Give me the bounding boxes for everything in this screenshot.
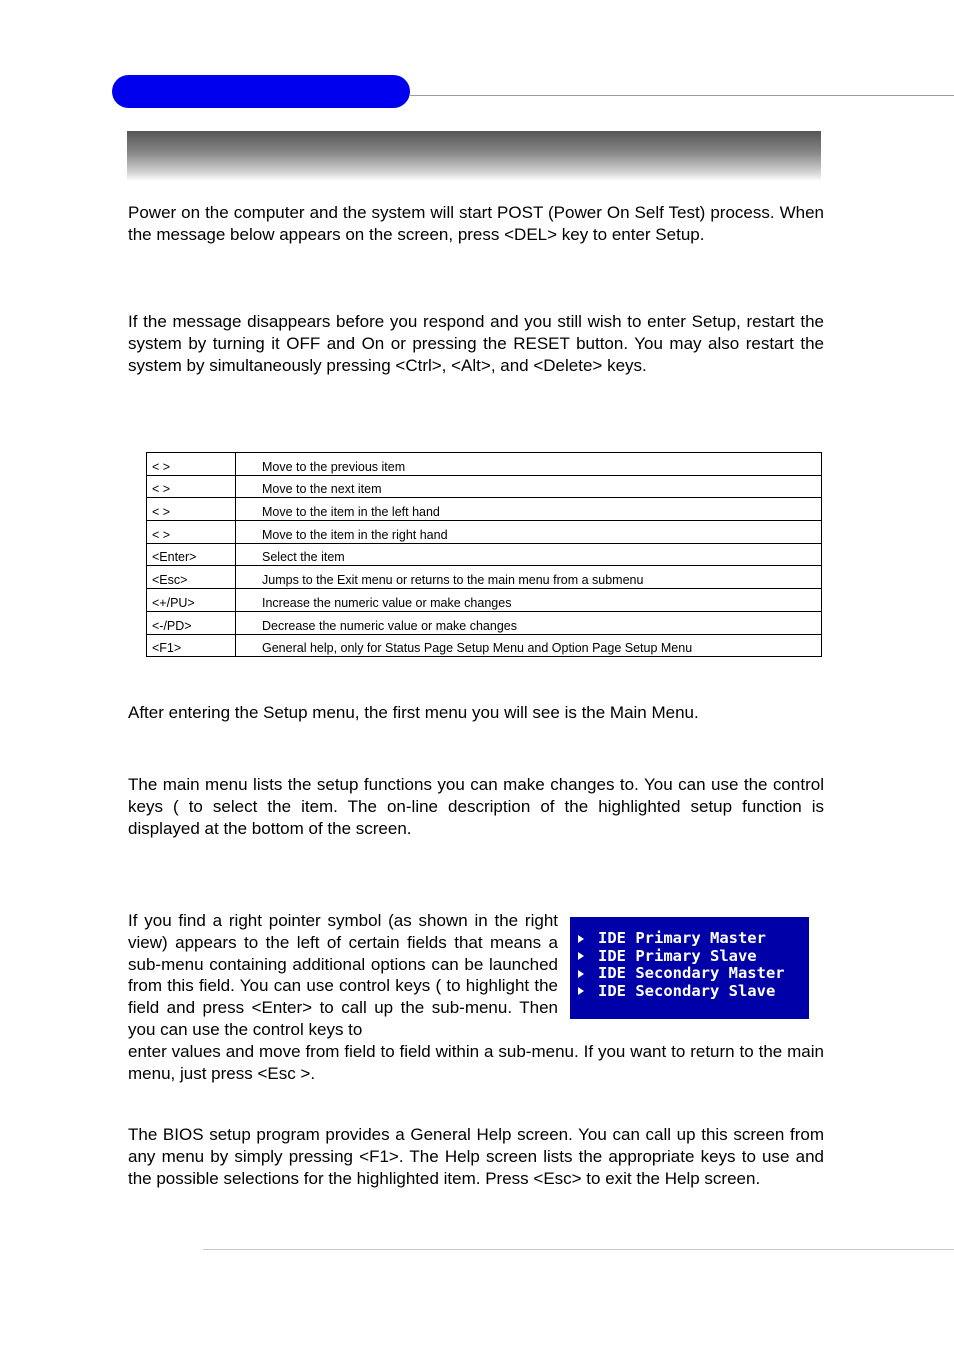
paragraph-control-keys: The main menu lists the setup functions you can make changes to. You can use the control keys ( to select the item. The on-line description of the highlighted setup function is displayed at the bottom of the screen. (128, 775, 824, 838)
description-cell: Jumps to the Exit menu or returns to the main menu from a submenu (236, 566, 822, 589)
description-cell: Move to the previous item (236, 453, 822, 476)
paragraph-submenu-intro: If you find a right pointer symbol (as shown in the right view) appears to the left of certain fields that means a sub-menu containing additional options can be launched from this field. You can use control keys ( to highlight the field and press <Enter> to call up the sub-menu. Then you can use the control keys to (128, 911, 558, 1039)
key-cell: <Esc> (147, 566, 236, 589)
description-cell: General help, only for Status Page Setup Menu and Option Page Setup Menu (236, 634, 822, 657)
header-divider (410, 95, 954, 96)
description-cell: Move to the item in the right hand (236, 521, 822, 544)
table-row (147, 589, 822, 612)
paragraph-enter-setup: Power on the computer and the system will start POST (Power On Self Test) process. When the message below appears on the screen, press <DEL> key to enter Setup. (128, 203, 824, 244)
description-cell: Decrease the numeric value or make changes (236, 611, 822, 634)
table-row (147, 634, 822, 657)
paragraph-main-menu: After entering the Setup menu, the first menu you will see is the Main Menu. (128, 703, 699, 722)
description-cell: Increase the numeric value or make changes (236, 589, 822, 612)
bios-submenu-item-label: IDE Secondary Master (598, 964, 785, 982)
key-cell: < > (147, 521, 236, 544)
right-pointer-icon (578, 952, 584, 960)
bios-submenu-screenshot (570, 917, 809, 1019)
bios-submenu-item-label: IDE Secondary Slave (598, 981, 776, 1000)
key-cell: <Enter> (147, 543, 236, 566)
key-cell: <F1> (147, 634, 236, 657)
description-cell: Move to the next item (236, 475, 822, 498)
chapter-tab-pill (112, 75, 410, 108)
paragraph-submenu-continued: enter values and move from field to field within a sub-menu. If you want to return to the main menu, just press <Esc >. (128, 1042, 824, 1083)
key-cell: <-/PD> (147, 611, 236, 634)
bios-submenu-item (578, 965, 809, 983)
table-row (147, 498, 822, 521)
section-title-bar (127, 131, 821, 181)
key-cell: < > (147, 498, 236, 521)
control-keys-table (146, 452, 822, 657)
bios-submenu-item (578, 948, 809, 966)
table-row (147, 611, 822, 634)
table-row (147, 453, 822, 476)
footer-divider (203, 1249, 954, 1250)
right-pointer-icon (578, 935, 584, 943)
key-cell: <+/PU> (147, 589, 236, 612)
bios-submenu-item-label: IDE Primary Slave (598, 946, 757, 965)
paragraph-restart: If the message disappears before you respond and you still wish to enter Setup, restart the system by turning it OFF and On or pressing the RESET button. You may also restart the system by simultaneously pressing <Ctrl>, <Alt>, and <Delete> keys. (128, 312, 824, 375)
right-pointer-icon (578, 970, 584, 978)
key-cell: < > (147, 453, 236, 476)
right-pointer-icon (578, 987, 584, 995)
description-cell: Move to the item in the left hand (236, 498, 822, 521)
table-row (147, 521, 822, 544)
table-row (147, 543, 822, 566)
bios-submenu-item (578, 930, 809, 948)
table-row (147, 566, 822, 589)
key-cell: < > (147, 475, 236, 498)
bios-submenu-item-label: IDE Primary Master (598, 929, 766, 947)
description-cell: Select the item (236, 543, 822, 566)
paragraph-general-help: The BIOS setup program provides a General Help screen. You can call up this screen from any menu by simply pressing <F1>. The Help screen lists the appropriate keys to use and the possible selections for the highlighted item. Press <Esc> to exit the Help screen. (128, 1125, 824, 1188)
bios-submenu-item (578, 983, 809, 1001)
table-row (147, 475, 822, 498)
